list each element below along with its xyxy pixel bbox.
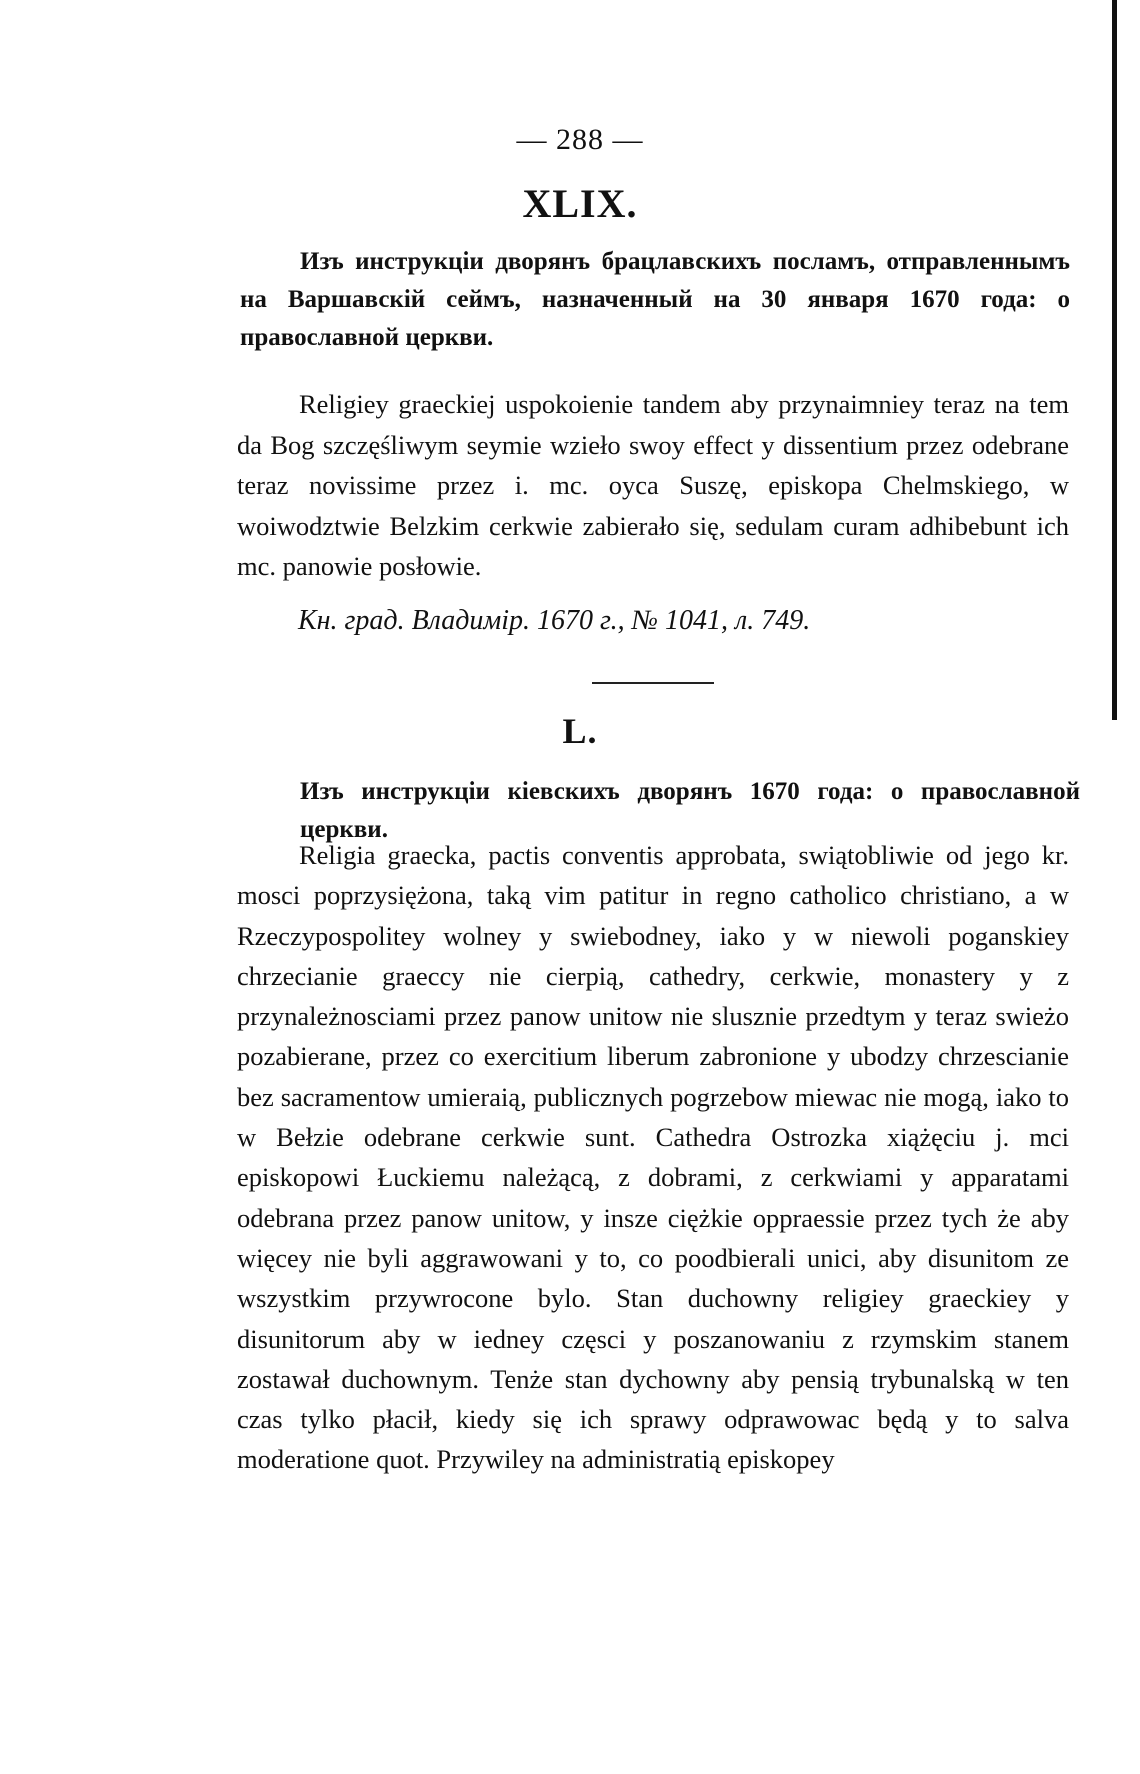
section-heading-l: Изъ инструкціи кіевскихъ дворянъ 1670 года: о православной церкви. bbox=[300, 778, 1080, 843]
archival-citation: Кн. град. Владимір. 1670 г., № 1041, л. 749. bbox=[298, 605, 811, 636]
section-divider bbox=[592, 682, 714, 684]
section-body-xlix: Religiey graeckiej uspokoienie tandem aby przynaimniey teraz na tem da Bog szczęśliwym seymie wzieło swoy effect y dissentium przez odebrane teraz novissime przez i. mc. oyca Suszę, episkopa Chelmskiego, w woiwodztwie Belzkim cerkwie zabierało się, sedulam curam adhibebunt ich mc. panowie posłowie. bbox=[237, 389, 1069, 582]
page-number: — 288 — bbox=[516, 123, 644, 156]
page-edge-shadow bbox=[1112, 0, 1117, 720]
section-heading-xlix: Изъ инструкціи дворянъ брацлавскихъ посламъ, отправленнымъ на Варшавскій сеймъ, назначенный на 30 января 1670 года: о православной церкви. bbox=[240, 248, 1070, 351]
section-numeral-xlix: XLIX. bbox=[522, 181, 638, 226]
section-numeral-l: L. bbox=[562, 711, 598, 751]
section-body-l: Religia graecka, pactis conventis approbata, swiątobliwie od jego kr. mosci poprzysiężona, taką vim patitur in regno catholico christiano, a w Rzeczypospolitey wolney y swiebodney, iako y w niewoli poganskiey chrzecianie graeccy nie cierpią, cathedry, cerkwie, monastery y z przynależnosciami przez panow unitow nie slusznie przedtym y teraz swieżo pozabierane, przez co exercitium liberum zabronione y ubodzy chrzescianie bez sacramentow umieraią, publicznych pogrzebow miewac nie mogą, iako to w Bełzie odebrane cerkwie sunt. Cathedra Ostrozka xiążęciu j. mci episkopowi Łuckiemu należącą, z dobrami, z cerkwiami y apparatami odebrana przez panow unitow, y insze ciężkie oppraessie przez tych że aby więcey nie byli aggrawowani y to, co poodbierali unici, aby disunitom ze wszystkim przywrocone bylo. Stan duchowny religiey graeckiey y disunitorum aby w iedney częsci y poszanowaniu z rzymskim stanem zostawał duchownym. Tenże stan dychowny aby pensią trybunalską w ten czas tylko płacił, kiedy się ich sprawy odprawowac będą y to salva moderatione quot. Przywiley na administratią episkopey bbox=[237, 840, 1069, 1475]
